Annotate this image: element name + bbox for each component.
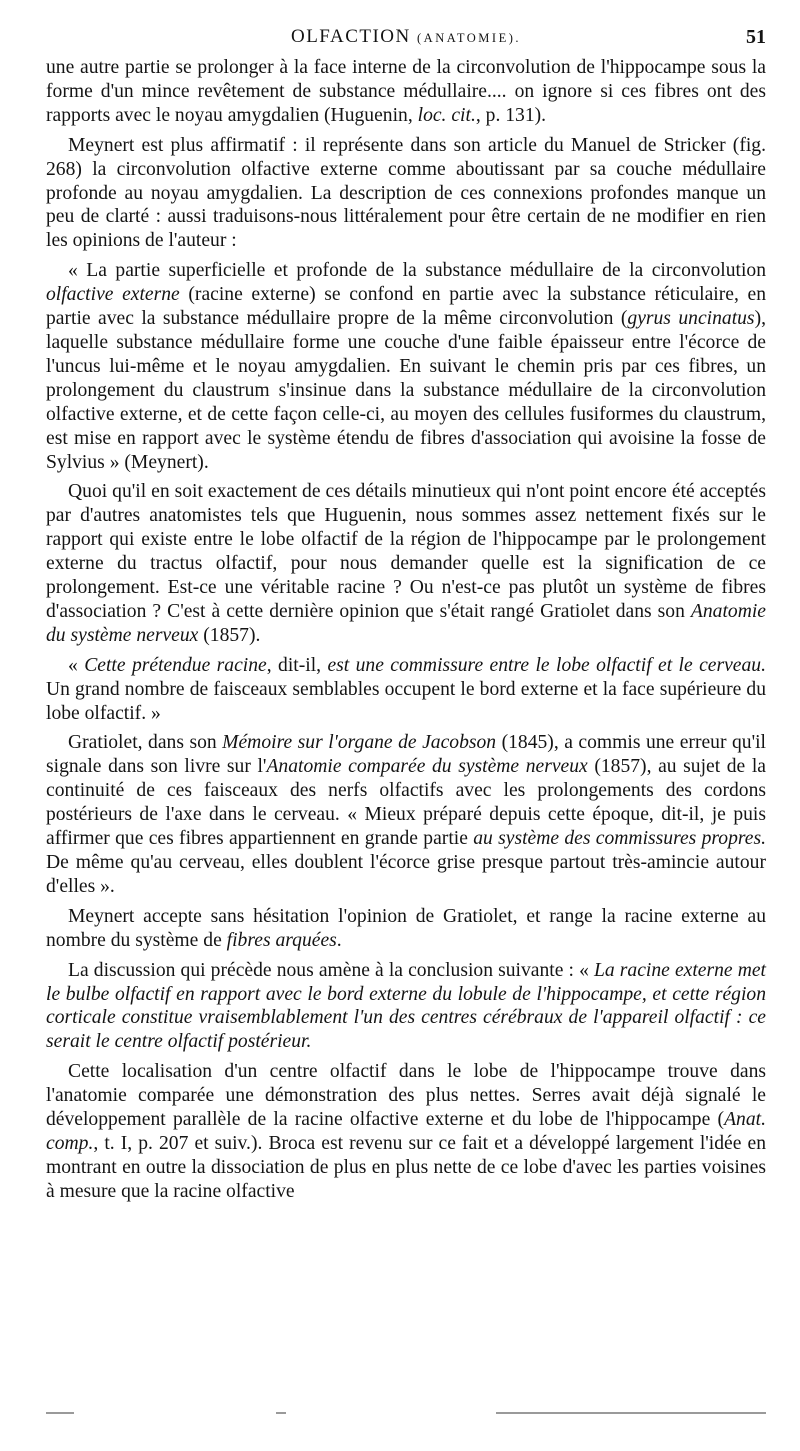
running-head-subtitle: (ANATOMIE).	[417, 31, 521, 45]
text-run: Gratiolet, dans son	[68, 732, 223, 754]
italic-run: fibres arquées	[226, 929, 337, 951]
italic-run: est une commissure entre le lobe olfactif et le cerveau.	[327, 654, 766, 676]
paragraph	[46, 905, 766, 953]
italic-run: loc. cit.	[417, 104, 476, 126]
text-run: (1845), a commis une erreur qu'il signale dans son livre sur l'	[46, 732, 766, 778]
running-head-title: OLFACTION	[290, 26, 411, 47]
italic-run: au système des commissures propres.	[473, 828, 766, 850]
italic-run: olfactive externe	[46, 284, 180, 306]
text-run: (1857), au sujet de la continuité de ces faisceaux des nerfs olfactifs avec les prolongements des cordons postérieurs de l'axe dans le cerveau. « Mieux préparé depuis cette époque, dit-il, je puis affirmer que ces fibres appartiennent en grande partie	[46, 756, 766, 850]
paragraph	[46, 731, 766, 898]
text-run: (racine externe) se confond en partie avec la substance réticulaire, en partie avec la substance médullaire propre de la même circonvolution (	[46, 284, 766, 330]
paragraph	[46, 959, 766, 1055]
text-run: ), laquelle substance médullaire forme une couche d'une faible épaisseur entre l'écorce de l'uncus lui-même et le noyau amygdalien. En suivant le chemin pris par ces fibres, un prolongement du claustrum s'insinue dans la substance médullaire de la circonvolution olfactive externe, et de cette façon celle-ci, au moyen des cellules fusiformes du claustrum, est mise en rapport avec le système étendu de fibres d'association qui avoisine la fosse de Sylvius » (Meynert).	[46, 308, 766, 473]
paragraph	[46, 1060, 766, 1203]
text-run: , t. I, p. 207 et suiv.). Broca est revenu sur ce fait et a développé largement l'idée en montrant en outre la dissociation de plus en plus nette de ce lobe d'avec les parties voisines à mesure que la racine olfactive	[46, 1132, 766, 1202]
text-run: La discussion qui précède nous amène à la conclusion suivante : «	[68, 959, 594, 981]
text-run: Meynert est plus affirmatif : il représente dans son article du Manuel de Stricker (fig. 268) la circonvolution olfactive externe comme aboutissant par sa couche médullaire profonde au noyau amygdalien. La description de ces connexions profondes manque un peu de clarté : aussi traduisons-nous littéralement pour être certain de ne modifier en rien les opinions de l'auteur :	[46, 134, 766, 252]
paragraph	[46, 259, 766, 474]
italic-run: gyrus uncinatus	[627, 308, 755, 330]
text-run: Cette localisation d'un centre olfactif dans le lobe de l'hippocampe trouve dans l'anatomie comparée une démonstration des plus nettes. Serres avait déjà signalé le développement parallèle de la racine olfactive externe et du lobe de l'hippocampe (	[46, 1061, 766, 1131]
scan-artifact-line	[46, 1412, 766, 1418]
text-run: .	[336, 929, 342, 951]
italic-run: Anatomie du système nerveux	[46, 600, 766, 646]
paragraph	[46, 56, 766, 128]
page-number: 51	[746, 26, 766, 48]
body-text	[46, 56, 766, 1204]
italic-run: Anatomie comparée du système nerveux	[266, 756, 588, 778]
italic-run: Cette prétendue racine	[84, 654, 267, 676]
text-run: , p. 131).	[475, 104, 547, 126]
text-run: Un grand nombre de faisceaux semblables occupent le bord externe et la face supérieure du lobe olfactif. »	[46, 678, 766, 724]
text-run: «	[68, 654, 85, 676]
italic-run: Mémoire sur l'organe de Jacobson	[222, 732, 497, 754]
text-run: , dit-il,	[266, 654, 328, 676]
paragraph	[46, 654, 766, 726]
paragraph	[46, 134, 766, 254]
running-head	[46, 26, 766, 50]
text-run: Quoi qu'il en soit exactement de ces détails minutieux qui n'ont point encore été acceptés par d'autres anatomistes tels que Huguenin, nous sommes assez nettement fixés sur le rapport qui existe entre le lobe olfactif de la région de l'hippocampe par le prolongement externe du tractus olfactif, pour nous demander quelle est la signification de ce prolongement. Est-ce une véritable racine ? Ou n'est-ce pas plutôt un système de fibres d'association ? C'est à cette dernière opinion que s'était rangé Gratiolet dans son	[46, 481, 766, 622]
text-run: une autre partie se prolonger à la face interne de la circonvolution de l'hippocampe sous la forme d'un mince revêtement de substance médullaire.... on ignore si ces fibres ont des rapports avec le noyau amygdalien (Huguenin,	[46, 57, 766, 126]
italic-run: Anat. comp.	[46, 1109, 766, 1154]
text-run: « La partie superficielle et profonde de la substance médullaire de la circonvolution	[68, 260, 766, 282]
text-run: De même qu'au cerveau, elles doublent l'écorce grise presque partout très-amincie autour d'elles ».	[46, 852, 766, 897]
text-run: Meynert accepte sans hésitation l'opinion de Gratiolet, et range la racine externe au nombre du système de	[46, 905, 766, 951]
book-page	[46, 26, 766, 1426]
paragraph	[46, 480, 766, 647]
italic-run: La racine externe met le bulbe olfactif en rapport avec le bord externe du lobule de l'hippocampe, et cette région corticale constitue vraisemblablement l'un des centres cérébraux de l'appareil olfactif : ce serait le centre olfactif postérieur.	[46, 959, 767, 1053]
text-run: (1857).	[198, 624, 261, 646]
